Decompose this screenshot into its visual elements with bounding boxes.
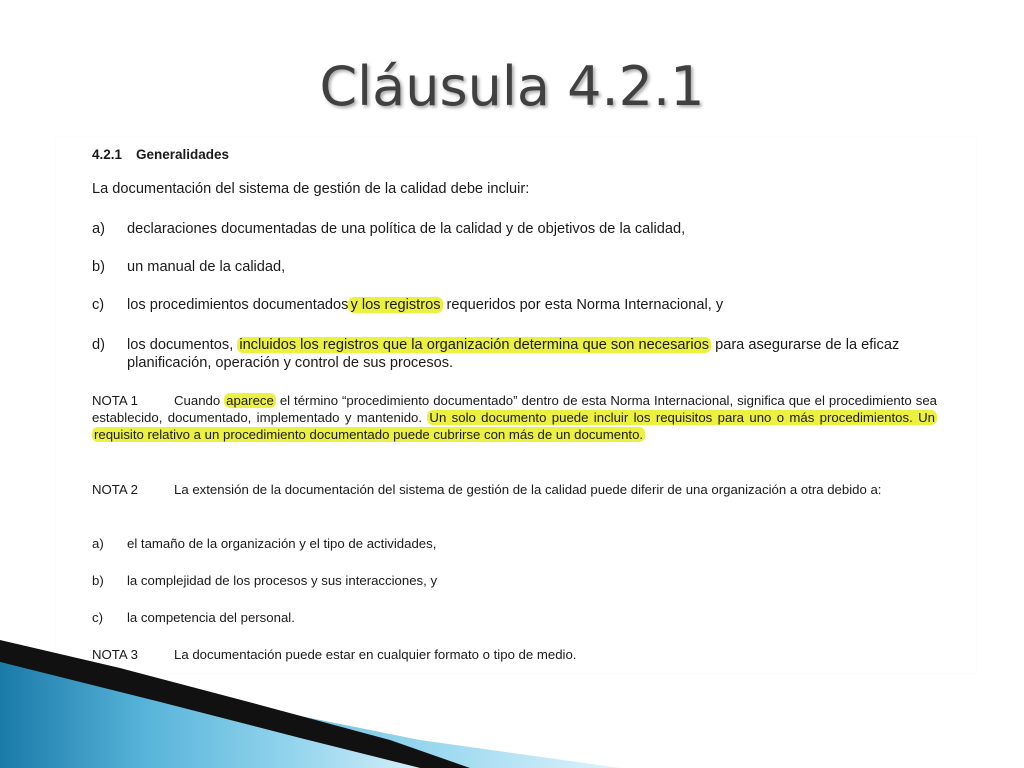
list-item-letter: c) (92, 297, 105, 313)
text-segment: el término “procedimiento documentado” dentro de esta Norma Internacional, significa que el procedimiento sea establecido, documentado, implementado y mantenido. (92, 393, 937, 425)
list-item-text: el tamaño de la organización y el tipo de actividades, (127, 536, 437, 551)
note-text: La documentación puede estar en cualquier formato o tipo de medio. (174, 647, 577, 662)
list-item-letter: b) (92, 573, 104, 588)
section-title: Generalidades (136, 147, 230, 162)
highlighted-text: incluidos los registros que la organización determina que son necesarios (239, 337, 710, 353)
list-item-text: un manual de la calidad, (127, 259, 286, 275)
list-item-letter: c) (92, 610, 103, 625)
list-item-text: la competencia del personal. (127, 610, 295, 625)
list-item-letter: a) (92, 536, 104, 551)
intro-paragraph: La documentación del sistema de gestión de la calidad debe incluir: (92, 181, 530, 197)
note-label: NOTA 2 (92, 482, 138, 497)
slide-title: Cláusula 4.2.1 (319, 55, 705, 118)
note-label: NOTA 3 (92, 647, 138, 662)
list-item-letter: b) (92, 259, 105, 275)
highlighted-text: y los registros (350, 297, 441, 313)
list-item-letter: a) (92, 221, 105, 237)
text-segment: los procedimientos documentados (127, 297, 349, 313)
list-item-text: la complejidad de los procesos y sus interacciones, y (127, 573, 438, 588)
text-segment: los documentos, (127, 337, 238, 353)
highlighted-text: Un solo documento puede incluir los requisitos para uno o más procedimientos. Un requisito relativo a un procedimiento documentado puede cubrirse con más de un documento. (94, 410, 935, 442)
list-item-text: declaraciones documentadas de una política de la calidad y de objetivos de la calidad, (127, 221, 686, 237)
note-label: NOTA 1 (92, 393, 138, 408)
text-segment: para asegurarse de la eficaz planificación, operación y control de sus procesos. (127, 337, 900, 371)
text-segment: requeridos por esta Norma Internacional, y (442, 297, 724, 313)
text-segment: Cuando (174, 393, 225, 408)
section-number: 4.2.1 (92, 147, 123, 162)
note-text: La extensión de la documentación del sistema de gestión de la calidad puede diferir de una organización a otra debido a: (174, 482, 882, 497)
list-item-letter: d) (92, 337, 105, 353)
highlighted-text: aparece (226, 393, 274, 408)
